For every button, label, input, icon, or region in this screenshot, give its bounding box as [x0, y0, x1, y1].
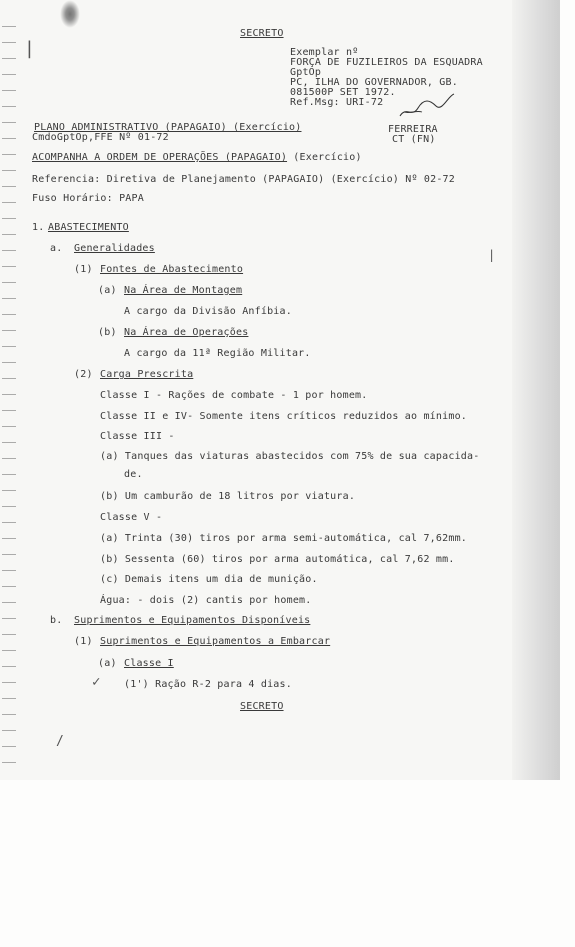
issuing-place: PC, ILHA DO GOVERNADOR, GB. [290, 77, 458, 88]
check-mark-icon: ✓ [92, 674, 101, 690]
section-1-title: ABASTECIMENTO [48, 222, 129, 233]
pen-stroke-mark: / [56, 734, 64, 749]
class-1-line: Classe I - Rações de combate - 1 por homem. [100, 390, 368, 401]
ink-smudge [60, 0, 80, 28]
item-a2-title: Carga Prescrita [100, 369, 194, 380]
class-2-4-line: Classe II e IV- Somente itens críticos reduzidos ao mínimo. [100, 411, 468, 422]
class-3a-line-2: de. [124, 469, 143, 480]
accompanies-order: ACOMPANHA A ORDEM DE OPERAÇÕES (PAPAGAIO) [32, 152, 288, 163]
accompanies-line [32, 152, 362, 164]
secret-label-top: SECRETO [240, 28, 284, 39]
issuing-group: GptOp [290, 67, 322, 78]
date-time-group: 081500P SET 1972. [290, 87, 396, 98]
signatory-rank: CT (FN) [392, 134, 436, 145]
item-a1-number: (1) [74, 264, 93, 275]
item-a1b-title: Na Área de Operações [124, 327, 249, 338]
item-a1b-text: A cargo da 11ª Região Militar. [124, 348, 311, 359]
subsection-b-title: Suprimentos e Equipamentos Disponíveis [74, 615, 311, 626]
class-5c-line: (c) Demais itens um dia de munição. [100, 574, 318, 585]
plan-title: PLANO ADMINISTRATIVO (PAPAGAIO) (Exercício) [34, 122, 302, 133]
item-b1-title: Suprimentos e Equipamentos a Embarcar [100, 636, 331, 647]
plan-number: CmdoGptOp,FFE Nº 01-72 [32, 132, 169, 143]
handwritten-signature [396, 92, 458, 122]
class-5-line: Classe V - [100, 512, 163, 523]
accompanies-suffix: (Exercício) [293, 152, 362, 163]
margin-bar-mark: | [24, 38, 35, 59]
item-b1a-title: Classe I [124, 658, 174, 669]
class-5a-line: (a) Trinta (30) tiros por arma semi-automática, cal 7,62mm. [100, 533, 468, 544]
timezone-line: Fuso Horário: PAPA [32, 193, 144, 204]
spiral-binding [2, 18, 16, 778]
class-3a-line-1: (a) Tanques das viaturas abastecidos com 75% de sua capacida- [100, 451, 480, 462]
issuing-unit: FORÇA DE FUZILEIROS DA ESQUADRA [290, 57, 483, 68]
item-a1-title: Fontes de Abastecimento [100, 264, 244, 275]
class-3b-line: (b) Um camburão de 18 litros por viatura. [100, 491, 356, 502]
subsection-b-letter: b. [50, 615, 63, 626]
item-a2-number: (2) [74, 369, 93, 380]
margin-tick-mark: | [488, 248, 496, 262]
signatory-name: FERREIRA [388, 124, 438, 135]
section-1-number: 1. [32, 222, 45, 233]
message-reference: Ref.Msg: URI-72 [290, 97, 384, 108]
class-3-line: Classe III - [100, 431, 175, 442]
item-a1b-number: (b) [98, 327, 117, 338]
item-b1a-number: (a) [98, 658, 117, 669]
reference-line: Referencia: Diretiva de Planejamento (PAPAGAIO) (Exercício) Nº 02-72 [32, 174, 455, 185]
water-line: Água: - dois (2) cantis por homem. [100, 595, 312, 606]
next-page-edge [512, 0, 560, 780]
item-a1a-title: Na Área de Montagem [124, 285, 243, 296]
subsection-a-letter: a. [50, 243, 63, 254]
item-a1a-number: (a) [98, 285, 117, 296]
copy-number: Exemplar nº [290, 47, 359, 58]
item-b1a1-line: (1') Ração R-2 para 4 dias. [124, 679, 292, 690]
secret-label-bottom: SECRETO [240, 701, 284, 712]
class-5b-line: (b) Sessenta (60) tiros por arma automática, cal 7,62 mm. [100, 554, 455, 565]
item-a1a-text: A cargo da Divisão Anfíbia. [124, 306, 292, 317]
subsection-a-title: Generalidades [74, 243, 155, 254]
item-b1-number: (1) [74, 636, 93, 647]
